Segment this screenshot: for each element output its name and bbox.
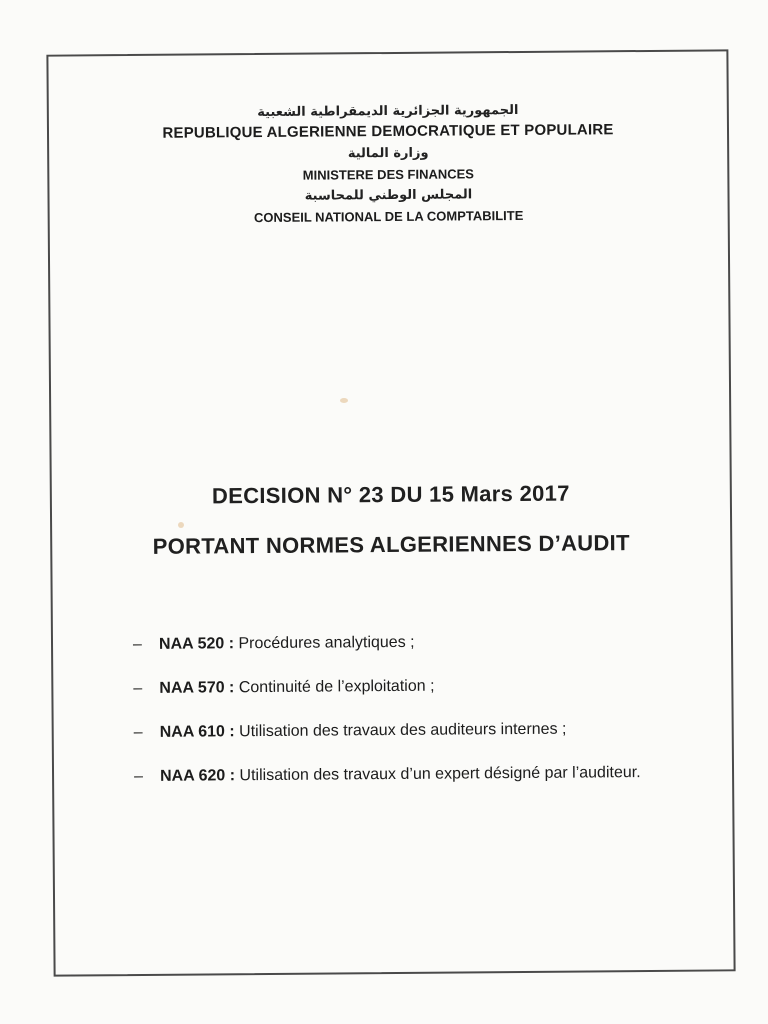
letterhead xyxy=(49,101,728,232)
standard-text: Utilisation des travaux des auditeurs internes ; xyxy=(239,720,567,741)
list-item xyxy=(134,762,694,788)
list-dash: – xyxy=(133,679,143,698)
standard-code: NAA 620 : xyxy=(159,767,240,785)
list-dash: – xyxy=(133,767,144,786)
arabic-ministry-line: وزارة المالية xyxy=(347,145,429,162)
list-item xyxy=(133,630,693,656)
standards-list xyxy=(133,630,694,810)
arabic-council-line: المجلس الوطني للمحاسبة xyxy=(304,187,473,204)
list-dash: – xyxy=(132,635,142,654)
french-ministry-line: MINISTERE DES FINANCES xyxy=(302,166,474,183)
standard-code: NAA 610 : xyxy=(159,723,240,741)
standard-text: Procédures analytiques ; xyxy=(238,633,415,653)
list-item xyxy=(134,718,694,744)
standard-text: Continuité de l’exploitation ; xyxy=(238,677,435,697)
standard-code: NAA 570 : xyxy=(159,679,239,697)
standard-code: NAA 520 : xyxy=(158,635,239,653)
list-dash: – xyxy=(133,723,143,742)
arabic-republic-line: الجمهورية الجزائرية الديمقراطية الشعبية xyxy=(257,102,519,121)
list-item xyxy=(133,674,693,700)
standard-text: Utilisation des travaux d’un expert désigné par l’auditeur. xyxy=(239,764,641,785)
french-council-line: CONSEIL NATIONAL DE LA COMPTABILITE xyxy=(253,207,524,226)
decision-subtitle: PORTANT NORMES ALGERIENNES D’AUDIT xyxy=(152,530,630,559)
page-border xyxy=(46,49,735,976)
french-republic-line: REPUBLIQUE ALGERIENNE DEMOCRATIQUE ET POPULAIRE xyxy=(162,121,614,142)
decision-title: DECISION N° 23 DU 15 Mars 2017 xyxy=(211,480,570,509)
